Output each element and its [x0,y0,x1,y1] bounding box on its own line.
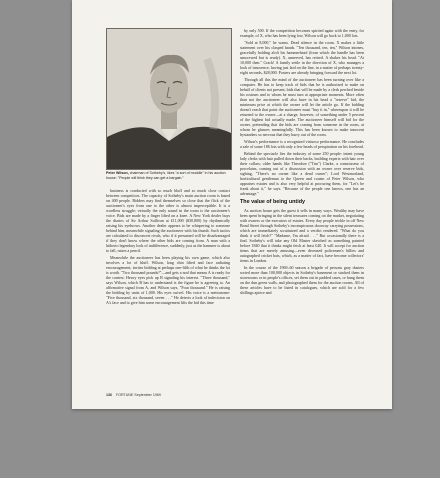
publication-line: FORTUNE September 1969 [116,393,161,397]
paragraph: Behind the spectacle lies the industry of some 250 people: intent young lady clerks with hair pulled down their backs, building experts with hair over their collars; older hands like Theodore ("Tim") Clarke, a connoisseur of porcelains, coming out of a discussion with an owner over reserve bids, sighing, "There's no owner like a dead owner"; Lord Westmorland, horticultural gentleman to the Queen and cousin of Peter Wilson, who appraises estates and is also very helpful at procuring them, for "Let's be frank about it," he says. "Because of the people one knows, one has an advantage." [240,151,364,196]
article-column-left [106,188,230,388]
page-number: 136 [106,393,112,397]
article-column-right [240,28,364,390]
paragraph: Meanwhile the auctioneer has been playing his own game, which also involves a lot of bluff. Wilson, long chin lifted and face radiating encouragement, invites bidding at perhaps one-fifth of what he thinks the lot is worth. "Two thousand pounds?"—and gets a nod that means A is ready for the contest. Heavy eyes pick up B signaling his interest. "Three thousand," says Wilson, which B has to understand is the figure he is agreeing to. An affirmative signal from A, and Wilson says, "Four thousand." He is raising the bidding by units of 1,000. His eyes swivel. His voice is a metronome: "Five thousand, six thousand, seven . . ." He detects a look of indecision on A's face and to give him some encouragement lifts the bid this time [106,255,230,305]
section-heading: The value of being untidy [240,199,305,205]
paragraph: In the course of the 1969–60 season a brigade of persons gray dusters sorted more than 100,000 objects in Sotheby's basement or stacked them in storerooms or in people's offices, set them out in padded cases, or hung them on the dun green walls, and photographed them for the auction rooms. All of these articles have to be listed in catalogues, which are sold for a few shillings apiece and [240,265,364,295]
paragraph: "Sold at 8,000," he warns. Dead silence in the room. X makes a little statement over his clasped hands. "Ten thousand, ten, ten," Wilson intones, gracefully holding aloft his hammerhead (from which the handle has been unscrewed but is ready). X, unnerved, has retired. A shakes his head. "At 10,000 then." Crack! A family settle in the direction of X, who manages a look of innocence, having just laid on the line, in a matter of perhaps twenty-eight seconds, $28,000. Posters are already bringing forward the next lot. [240,40,364,75]
photo-caption [106,171,230,180]
paragraph: As auction house gets the guest it sells in many ways. Wealthy may have been spent bringing in the silent treasures coming on the market, negotiating with owners or the executors of estates. Every day people trickle in off New Bond Street through Sotheby's inconspicuous doorway carrying possessions, which are immediately scrutinized and a verdict rendered. "What do you think it will fetch?" "Madame, I'm afraid . . ." But occasionally there is a find. Sotheby's will take any Old Master sketched as something painted before 1840 that it thinks might fetch at least £40. It will accept for auction items that are merely amusing—even deceased policemen's billies and autographed cricket bats, which, as a matter of fact, have become collectors' items in London. [240,208,364,263]
paragraph: by only 500. If the competition becomes spirited again with the entry, for example, of X, who has been lying low, Wilson will go back to 1,000 lots. [240,28,364,38]
page-footer [106,393,161,397]
magazine-page [72,0,392,409]
caption-name: Peter Wilson, [106,171,129,175]
portrait-photo [106,28,232,170]
paragraph: Through all this the mind of the auctioneer has been turning over like a computer. He has to keep track of bids that he is authorized to make on behalf of clients not present, bids that will be made by a clerk perched beside his rostrum and to whom he must turn at appropriate moments. More often than not the auctioneer will also have in his head a "reserve" bid, the minimum price at which the owner will let the article go. If the bidding doesn't reach that point the auctioneer must "buy it in," whereupon it will be returned to the owner—at a charge, however, of something under 5 percent of the highest bid actually made. The auctioneer himself will bid for the owner, pretending that the bids are coming from someone in the room, at whom he glances meaningfully. This has been known to make innocent bystanders so nervous that they hurry out of the room. [240,77,364,137]
caption-text: chairman of Sotheby's, likes "a sort of muddle" in his auction house: "People will think they can get a bargain." [106,171,226,180]
paragraph: business is conducted with so much bluff and so much close contact between competitors. The capacity of Sotheby's main auction room is based on 400 people. Bidders may find themselves so close that the flick of the auctioneer's eyes from one to the other is almost imperceptible. It is a wordless struggle; virtually the only sound in the room is the auctioneer's voice. Bids are made by a finger lifted on a knee. A New York dealer buys the diaries of Sir Arthur Sullivan at £11,000 ($30,800) by rhythmically raising his eyebrows. Another dealer appears to be whispering to someone behind him, meanwhile signaling the auctioneer with his thumb. Such tactics are calculated to disconcert rivals, who if it presumed will be disadvantaged if they don't know where the other bids are coming from. A man with a hitherto legendary look of indifference, suddenly, just as the hammer is about to fall, raises a pencil. [106,188,230,253]
paragraph: Wilson's performance is a recognized virtuoso performance. He concludes a sale of some 186 lots with only a few heads of perspiration on his forehead. [240,139,364,149]
